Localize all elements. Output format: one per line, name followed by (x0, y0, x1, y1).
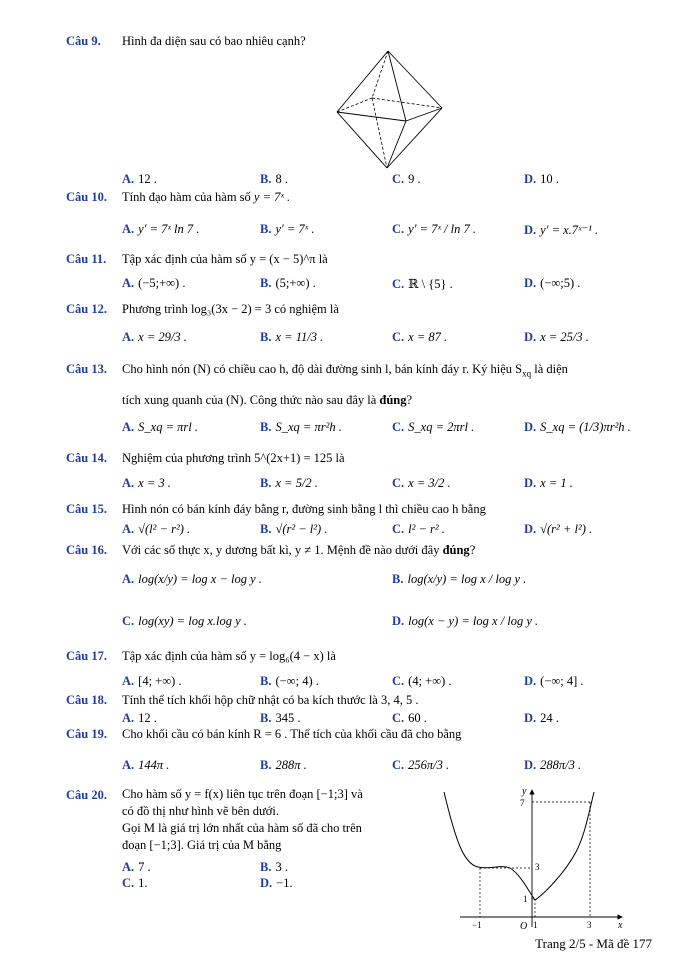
tick-x-neg1: −1 (472, 920, 482, 930)
graph-curve (444, 792, 594, 900)
q17-stem: Tập xác định của hàm số y = log₆(4 − x) là (122, 649, 336, 663)
origin-label: O (520, 921, 528, 932)
q16-label: Câu 16. (66, 543, 107, 557)
q19-stem: Cho khối cầu có bán kính R = 6 . Thể tích của khối cầu đã cho bằng (122, 727, 462, 741)
q10-option-c[interactable]: C. y′ = 7ˣ / ln 7 . (392, 222, 476, 236)
q16-option-a[interactable]: A. log(x/y) = log x − log y . (122, 572, 262, 586)
q13-option-b[interactable]: B. S_xq = πr²h . (260, 420, 342, 434)
q20-stem: Cho hàm số y = f(x) liên tục trên đoạn [−1;3] và có đồ thị như hình vẽ bên dưới. Gọi M là giá trị lớn nhất của hàm số đã cho trên đoạn [−1;3]. Giá trị của M bằng (122, 787, 363, 852)
tick-y-1: 1 (523, 894, 528, 904)
q14-option-b[interactable]: B. x = 5/2 . (260, 476, 318, 490)
q18-option-d[interactable]: D. 24 . (524, 711, 559, 725)
q15-option-b[interactable]: B. √(r² − l²) . (260, 522, 328, 536)
q16-option-c[interactable]: C. log(xy) = log x.log y . (122, 614, 247, 628)
q12-stem: Phương trình log₃(3x − 2) = 3 có nghiệm là (122, 302, 339, 316)
q16-option-d[interactable]: D. log(x − y) = log x / log y . (392, 614, 539, 628)
page-footer: Trang 2/5 - Mã đề 177 (535, 936, 652, 951)
q20-label: Câu 20. (66, 788, 107, 802)
q19-option-c[interactable]: C. 256π/3 . (392, 758, 450, 772)
q19-option-a[interactable]: A. 144π . (122, 758, 170, 772)
q11-option-b[interactable]: B. (5;+∞) . (260, 276, 316, 290)
q18-stem: Tính thể tích khối hộp chữ nhật có ba kích thước là 3, 4, 5 . (122, 693, 419, 707)
q11-option-d[interactable]: D. (−∞;5) . (524, 276, 581, 290)
q13-stem: Cho hình nón (N) có chiều cao h, độ dài đường sinh l, bán kính đáy r. Ký hiệu $S_{xq}$ là diện tích xung quanh của (N). Công thức nào sau đây là đúng? (122, 362, 568, 407)
q10-option-a[interactable]: A. y′ = 7ˣ ln 7 . (122, 222, 200, 236)
q17-label: Câu 17. (66, 649, 107, 663)
q18-option-b[interactable]: B. 345 . (260, 711, 301, 725)
q15-option-a[interactable]: A. √(l² − r²) . (122, 522, 191, 536)
tick-y-3: 3 (535, 862, 540, 872)
q14-stem: Nghiệm của phương trình 5^(2x+1) = 125 là (122, 451, 345, 465)
q14-option-c[interactable]: C. x = 3/2 . (392, 476, 451, 490)
q13-label: Câu 13. (66, 362, 107, 376)
q13-option-a[interactable]: A. S_xq = πrl . (122, 420, 198, 434)
q9-option-d[interactable]: D. 10 . (524, 172, 559, 186)
q18-option-a[interactable]: A. 12 . (122, 711, 157, 725)
q15-stem: Hình nón có bán kính đáy bằng r, đường sinh bằng l thì chiều cao h bằng (122, 502, 486, 516)
q15-option-c[interactable]: C. l² − r² . (392, 522, 445, 536)
q20-option-c[interactable]: C. 1. (122, 876, 148, 890)
q12-option-a[interactable]: A. x = 29/3 . (122, 330, 187, 344)
q19-label: Câu 19. (66, 727, 107, 741)
q9-option-b[interactable]: B. 8 . (260, 172, 288, 186)
q14-option-d[interactable]: D. x = 1 . (524, 476, 573, 490)
tick-y-7: 7 (520, 798, 525, 808)
q18-option-c[interactable]: C. 60 . (392, 711, 427, 725)
q20-option-d[interactable]: D. −1. (260, 876, 293, 890)
q12-label: Câu 12. (66, 302, 107, 316)
q16-option-b[interactable]: B. log(x/y) = log x / log y . (392, 572, 527, 586)
tick-x-1: 1 (533, 920, 538, 930)
q9-option-a[interactable]: A. 12 . (122, 172, 157, 186)
q11-stem: Tập xác định của hàm số y = (x − 5)^π là (122, 252, 328, 266)
q20-option-a[interactable]: A. 7 . (122, 860, 151, 874)
q17-option-c[interactable]: C. (4; +∞) . (392, 674, 452, 688)
q18-label: Câu 18. (66, 693, 107, 707)
q17-option-a[interactable]: A. [4; +∞) . (122, 674, 182, 688)
q15-label: Câu 15. (66, 502, 107, 516)
function-graph (440, 782, 630, 932)
q12-option-b[interactable]: B. x = 11/3 . (260, 330, 324, 344)
q13-option-d[interactable]: D. S_xq = (1/3)πr²h . (524, 420, 631, 434)
q10-label: Câu 10. (66, 190, 107, 204)
tick-x-3: 3 (587, 920, 592, 930)
q14-option-a[interactable]: A. x = 3 . (122, 476, 171, 490)
q17-option-d[interactable]: D. (−∞; 4] . (524, 674, 584, 688)
q9-label: Câu 9. (66, 34, 101, 48)
q16-stem: Với các số thực x, y dương bất kì, y ≠ 1. Mệnh đề nào dưới đây đúng? (122, 543, 476, 557)
q12-option-c[interactable]: C. x = 87 . (392, 330, 448, 344)
octahedron-figure (330, 48, 450, 172)
q11-option-a[interactable]: A. (−5;+∞) . (122, 276, 186, 290)
q11-option-c[interactable]: C. ℝ \ {5} . (392, 277, 453, 291)
q17-option-b[interactable]: B. (−∞; 4) . (260, 674, 319, 688)
q20-option-b[interactable]: B. 3 . (260, 860, 288, 874)
q10-option-d[interactable]: D. y′ = x.7ˣ⁻¹ . (524, 223, 599, 237)
q19-option-d[interactable]: D. 288π/3 . (524, 758, 582, 772)
q12-option-d[interactable]: D. x = 25/3 . (524, 330, 589, 344)
q19-option-b[interactable]: B. 288π . (260, 758, 307, 772)
q9-option-c[interactable]: C. 9 . (392, 172, 421, 186)
q9-stem: Hình đa diện sau có bao nhiêu cạnh? (122, 34, 306, 48)
q10-stem: Tính đạo hàm của hàm số y = 7ˣ . (122, 190, 291, 204)
x-axis-label: x (618, 920, 623, 931)
q13-option-c[interactable]: C. S_xq = 2πrl . (392, 420, 475, 434)
q10-option-b[interactable]: B. y′ = 7ˣ . (260, 222, 315, 236)
q11-label: Câu 11. (66, 252, 107, 266)
y-axis-label: y (522, 786, 527, 797)
q14-label: Câu 14. (66, 451, 107, 465)
q15-option-d[interactable]: D. √(r² + l²) . (524, 522, 593, 536)
